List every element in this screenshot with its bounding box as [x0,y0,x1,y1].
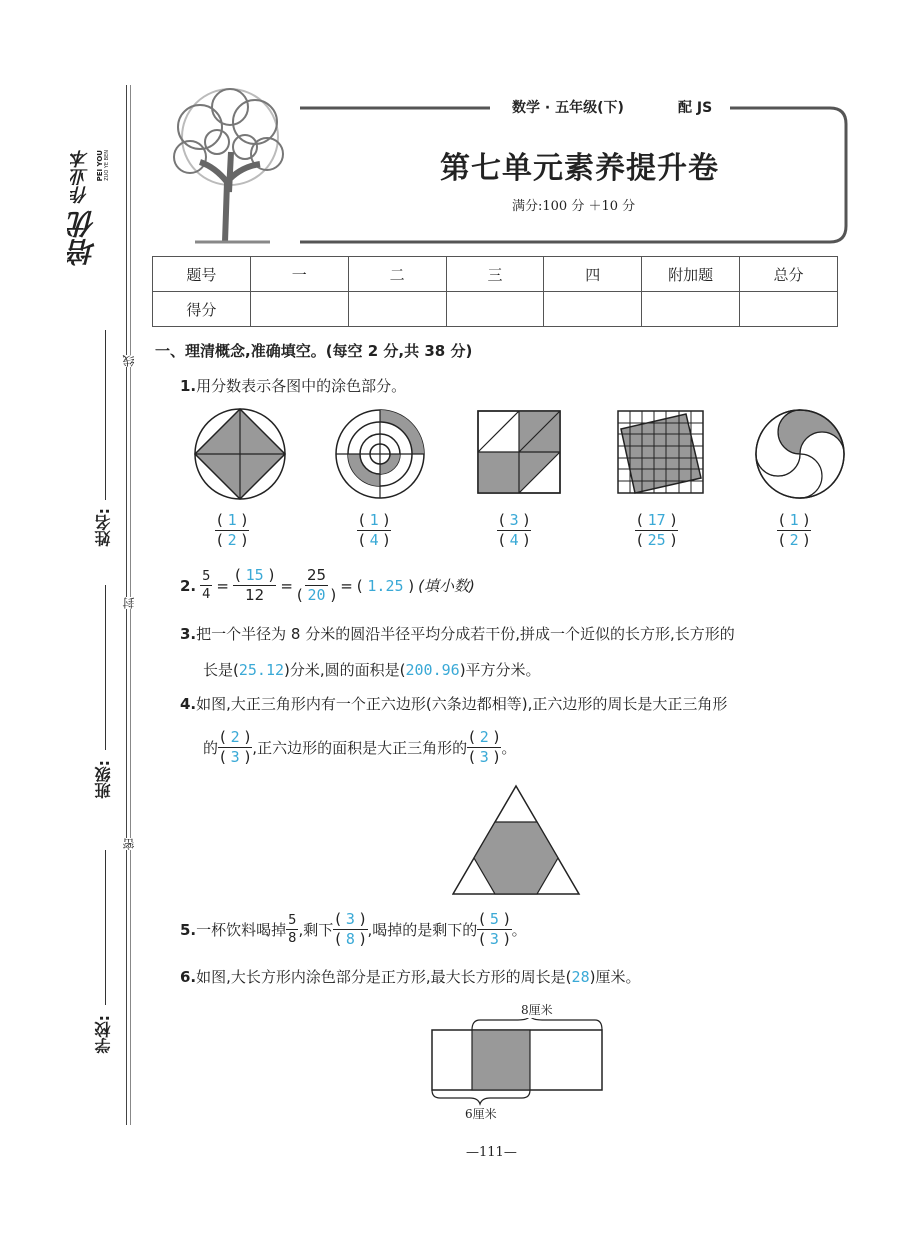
score-table-score-row [153,292,838,327]
figure-rings [336,410,424,498]
question-text: 如图,大正三角形内有一个正六边形(六条边都相等),正六边形的周长是大正三角形 [196,695,728,713]
score-table [152,256,838,327]
question-text: 如图,大长方形内涂色部分是正方形,最大长方形的周长是( [196,968,572,986]
table-cell: 总分 [740,257,838,292]
question-4 [180,693,727,714]
table-cell: 三 [446,257,544,292]
label-8cm: 8厘米 [521,1003,553,1017]
name-label: 姓名: [94,508,113,547]
answer-fraction[interactable]: $\frac{( 3 )}{( 8 )}$ [335,910,366,948]
table-cell: 得分 [153,292,251,327]
tree-illustration [155,82,305,244]
edition-label: 配 JS [678,100,713,116]
equals-sign: = [216,576,229,595]
q1-answers [0,513,923,553]
q1-figures [190,405,850,505]
question-2 [180,568,475,603]
brand-logo-sub: 作业本 [70,150,91,204]
question-number: 1. [180,377,197,395]
score-input[interactable] [740,292,838,327]
answer-fraction[interactable]: $\frac{( 1 )}{( 4 )}$ [359,511,390,549]
school-label: 学校: [94,1015,113,1054]
question-5: 5. 一杯饮料喝掉 $\frac{5}{8}$ ,剩下 $\frac{( 3 )}{( 8 )}$ ,喝掉的是剩下的 $\frac{( 5 )}{( 3 )}$ 。 [180,910,527,948]
score-input[interactable] [348,292,446,327]
figure-swirl [756,410,844,498]
question-1 [180,375,406,396]
full-score: 满分:100 分 ＋10 分 [512,199,636,214]
question-number: 6. [180,968,197,986]
score-table-header-row [153,257,838,292]
question-4-line2: 的 $\frac{( 2 )}{( 3 )}$ ,正六边形的面积是大正三角形的 $\frac{( 2 )}{( 3 )}$ 。 [203,728,517,766]
answer-blank[interactable]: 28 [571,968,590,986]
subject-label: 数学 · 五年级(下) [512,100,624,116]
brand-logo-main: 培优 [67,210,100,266]
question-text: 用分数表示各图中的涂色部分。 [196,377,407,395]
question-3 [180,623,735,644]
side-mark-mi: 密 [122,838,136,850]
question-number: 3. [180,625,197,643]
table-cell: 题号 [153,257,251,292]
answer-blank[interactable]: 25.12 [238,661,285,679]
page-number: —111— [466,1145,517,1160]
table-cell: 一 [250,257,348,292]
figure-grid-tilted [618,411,703,493]
brand-logo-en1: PEI YOU [96,150,104,182]
hint-text: (填小数) [418,577,475,595]
side-mark-feng: 封 [122,597,136,609]
question-number: 4. [180,695,197,713]
question-number: 2. [180,576,197,595]
question-6: 6.如图,大长方形内涂色部分是正方形,最大长方形的周长是(28)厘米。 [180,968,641,986]
equals-sign: = [280,576,293,595]
school-field[interactable] [105,850,106,1005]
fraction: $\frac{5}{8}$ [288,913,297,946]
answer-fraction[interactable]: $\frac{( 17 )}{( 25 )}$ [637,511,677,549]
table-cell: 附加题 [642,257,740,292]
answer-blank[interactable]: ( 1.25 ) [356,576,415,595]
answer-blank[interactable]: 200.96 [405,661,460,679]
brand-logo-en2: ZUO YE BEN [104,150,110,181]
label-6cm: 6厘米 [465,1107,497,1121]
answer-fraction[interactable]: $\frac{( 2 )}{( 3 )}$ [220,728,251,766]
answer-fraction[interactable]: $\frac{( 5 )}{( 3 )}$ [479,910,510,948]
section-title: 一、理清概念,准确填空。(每空 2 分,共 38 分) [155,342,473,360]
side-mark-xian: 线 [122,355,136,367]
brand-logo [60,150,110,290]
answer-fraction[interactable]: $\frac{( 1 )}{( 2 )}$ [779,511,810,549]
answer-fraction[interactable]: $\frac{( 1 )}{( 2 )}$ [217,511,248,549]
class-label: 班级: [94,760,113,799]
figure-split-square [478,411,560,493]
q4-triangle-figure [452,784,582,896]
table-cell: 二 [348,257,446,292]
answer-fraction[interactable]: $\frac{( 15 )}{12}$ [235,566,275,604]
score-input[interactable] [250,292,348,327]
score-input[interactable] [642,292,740,327]
class-field[interactable] [105,585,106,750]
equals-sign: = [340,576,353,595]
answer-fraction[interactable]: $\frac{( 2 )}{( 3 )}$ [469,728,500,766]
fraction: $\frac{5}{4}$ [202,569,211,602]
score-input[interactable] [446,292,544,327]
question-number: 5. [180,920,197,939]
answer-fraction[interactable]: $\frac{( 3 )}{( 4 )}$ [499,511,530,549]
question-text: 把一个半径为 8 分米的圆沿半径平均分成若干份,拼成一个近似的长方形,长方形的 [196,625,735,643]
table-cell: 四 [544,257,642,292]
q6-rectangle-figure [430,1018,606,1106]
score-input[interactable] [544,292,642,327]
figure-circle-square [195,409,285,499]
name-field[interactable] [105,330,106,500]
question-text: 一杯饮料喝掉 [196,921,287,939]
question-3-line2: 长是(25.12)分米,圆的面积是(200.96)平方分米。 [203,661,541,679]
page-title: 第七单元素养提升卷 [440,151,719,186]
answer-fraction[interactable]: $\frac{25}{( 20 )}$ [296,566,337,604]
